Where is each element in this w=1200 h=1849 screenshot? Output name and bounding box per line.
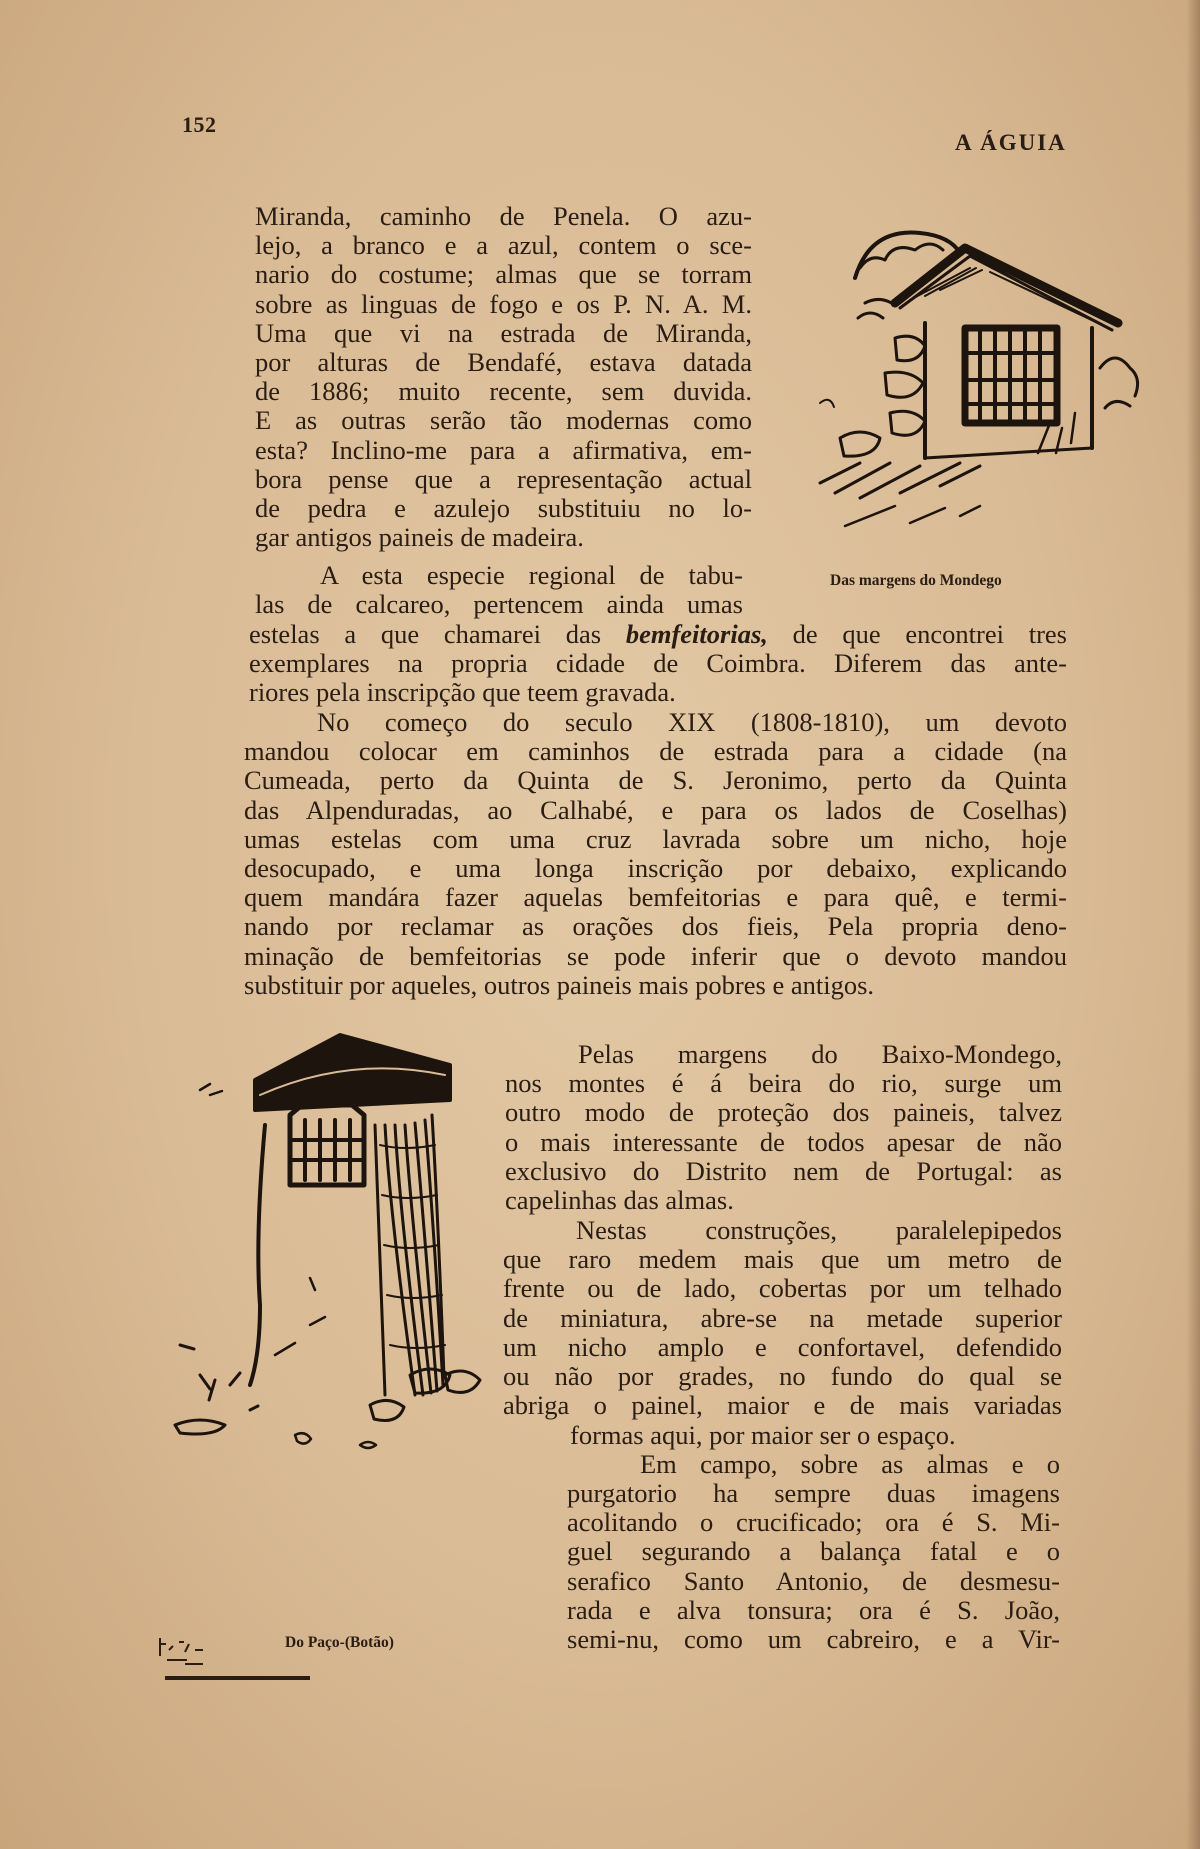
text-line: um nicho amplo e confortavel, defendido <box>503 1331 1062 1362</box>
text-line: sobre as linguas de fogo e os P. N. A. M. <box>255 288 752 319</box>
text-line: serafico Santo Antonio, de desmesu- <box>567 1565 1060 1596</box>
text-line: que raro medem mais que um metro de <box>503 1244 1062 1275</box>
text-line: desocupado, e uma longa inscrição por debaixo, explicando <box>244 853 1067 884</box>
text-line: nos montes é á beira do rio, surge um <box>505 1068 1062 1099</box>
text-line: outro modo de proteção dos paineis, talvez <box>505 1097 1062 1128</box>
text-line: guel segurando a balança fatal e o <box>567 1536 1060 1567</box>
text-line: substituir por aqueles, outros paineis mais pobres e antigos. <box>244 969 875 1000</box>
text-line: A esta especie regional de tabu- <box>320 560 743 590</box>
text-span: estelas a que chamarei das <box>249 619 626 649</box>
text-line: de 1886; muito recente, sem duvida. <box>255 376 752 407</box>
text-line: Pelas margens do Baixo-Mondego, <box>578 1039 1062 1069</box>
text-line: riores pela inscripção que teem gravada. <box>249 677 676 708</box>
text-line: quem mandára fazer aquelas bemfeitorias e para quê, e termi- <box>244 882 1067 913</box>
text-line: por alturas de Bendafé, estava datada <box>255 347 752 378</box>
text-line: acolitando o crucificado; ora é S. Mi- <box>567 1507 1060 1538</box>
chapel-illustration-bottom <box>160 1015 560 1455</box>
running-head: A ÁGUIA <box>955 130 1067 155</box>
text-line: rada e alva tonsura; ora é S. João, <box>567 1594 1060 1625</box>
text-line: ou não por grades, no fundo do qual se <box>503 1361 1062 1392</box>
text-line: mandou colocar em caminhos de estrada para a cidade (na <box>244 736 1067 767</box>
paragraph-5 <box>503 1216 1062 1420</box>
page-edge-shadow <box>1186 0 1200 1849</box>
paragraph-2-wide <box>249 620 1067 708</box>
text-line: minação de bemfeitorias se pode inferir que o devoto mandou <box>244 940 1067 971</box>
text-line <box>249 620 1067 649</box>
text-line: semi-nu, como um cabreiro, e a Vir- <box>567 1624 1060 1655</box>
page-number: 152 <box>182 112 217 137</box>
text-line: formas aqui, por maior ser o espaço. <box>570 1420 956 1450</box>
emphasis-term: bemfeitorias, <box>625 619 768 649</box>
text-line: Nestas construções, paralelepipedos <box>576 1215 1062 1245</box>
paragraph-2-narrow <box>255 561 743 619</box>
paragraph-4 <box>505 1040 1062 1215</box>
text-line: abriga o painel, maior e de mais variadas <box>503 1390 1062 1421</box>
text-line: capelinhas das almas. <box>505 1185 734 1216</box>
chapel-illustration-top <box>800 208 1145 548</box>
text-line: No começo do seculo XIX (1808-1810), um devoto <box>317 707 1067 737</box>
bottom-figure-caption: Do Paço-(Botão) <box>285 1634 394 1651</box>
text-line: Uma que vi na estrada de Miranda, <box>255 317 752 348</box>
text-line: gar antigos paineis de madeira. <box>255 522 584 553</box>
text-line: nario do costume; almas que se torram <box>255 259 752 290</box>
text-line: Miranda, caminho de Penela. O azu- <box>255 201 752 231</box>
text-line: de pedra e azulejo substituiu no lo- <box>255 493 752 524</box>
text-line: exclusivo do Distrito nem de Portugal: as <box>505 1155 1062 1186</box>
text-line: Cumeada, perto da Quinta de S. Jeronimo, perto da Quinta <box>244 765 1067 796</box>
text-line: Em campo, sobre as almas e o <box>640 1449 1060 1479</box>
top-figure-caption: Das margens do Mondego <box>830 572 1002 589</box>
text-line: umas estelas com uma cruz lavrada sobre um nicho, hoje <box>244 823 1067 854</box>
text-line: de miniatura, abre-se na metade superior <box>503 1302 1062 1333</box>
text-line: lejo, a branco e a azul, contem o sce- <box>255 230 752 261</box>
text-span: de que encontrei tres <box>767 619 1067 649</box>
text-line: das Alpenduradas, ao Calhabé, e para os lados de Coselhas) <box>244 794 1067 825</box>
text-line: las de calcareo, pertencem ainda umas <box>255 589 743 620</box>
text-line: E as outras serão tão modernas como <box>255 405 752 436</box>
text-line: nando por reclamar as orações dos fieis, Pela propria deno- <box>244 911 1067 942</box>
paragraph-6 <box>567 1450 1060 1479</box>
text-line: purgatorio ha sempre duas imagens <box>567 1478 1060 1508</box>
paragraph-3 <box>244 708 1067 1000</box>
text-line: bora pense que a representação actual <box>255 463 752 494</box>
text-line: esta? Inclino-me para a afirmativa, em- <box>255 434 752 465</box>
text-line: exemplares na propria cidade de Coimbra. Diferem das ante- <box>249 648 1067 679</box>
paragraph-1 <box>255 202 752 552</box>
paragraph-6-cont <box>567 1479 1060 1654</box>
text-line: frente ou de lado, cobertas por um telhado <box>503 1273 1062 1304</box>
paragraph-5-end <box>570 1421 1060 1450</box>
text-line: o mais interessante de todos apesar de não <box>505 1126 1062 1157</box>
